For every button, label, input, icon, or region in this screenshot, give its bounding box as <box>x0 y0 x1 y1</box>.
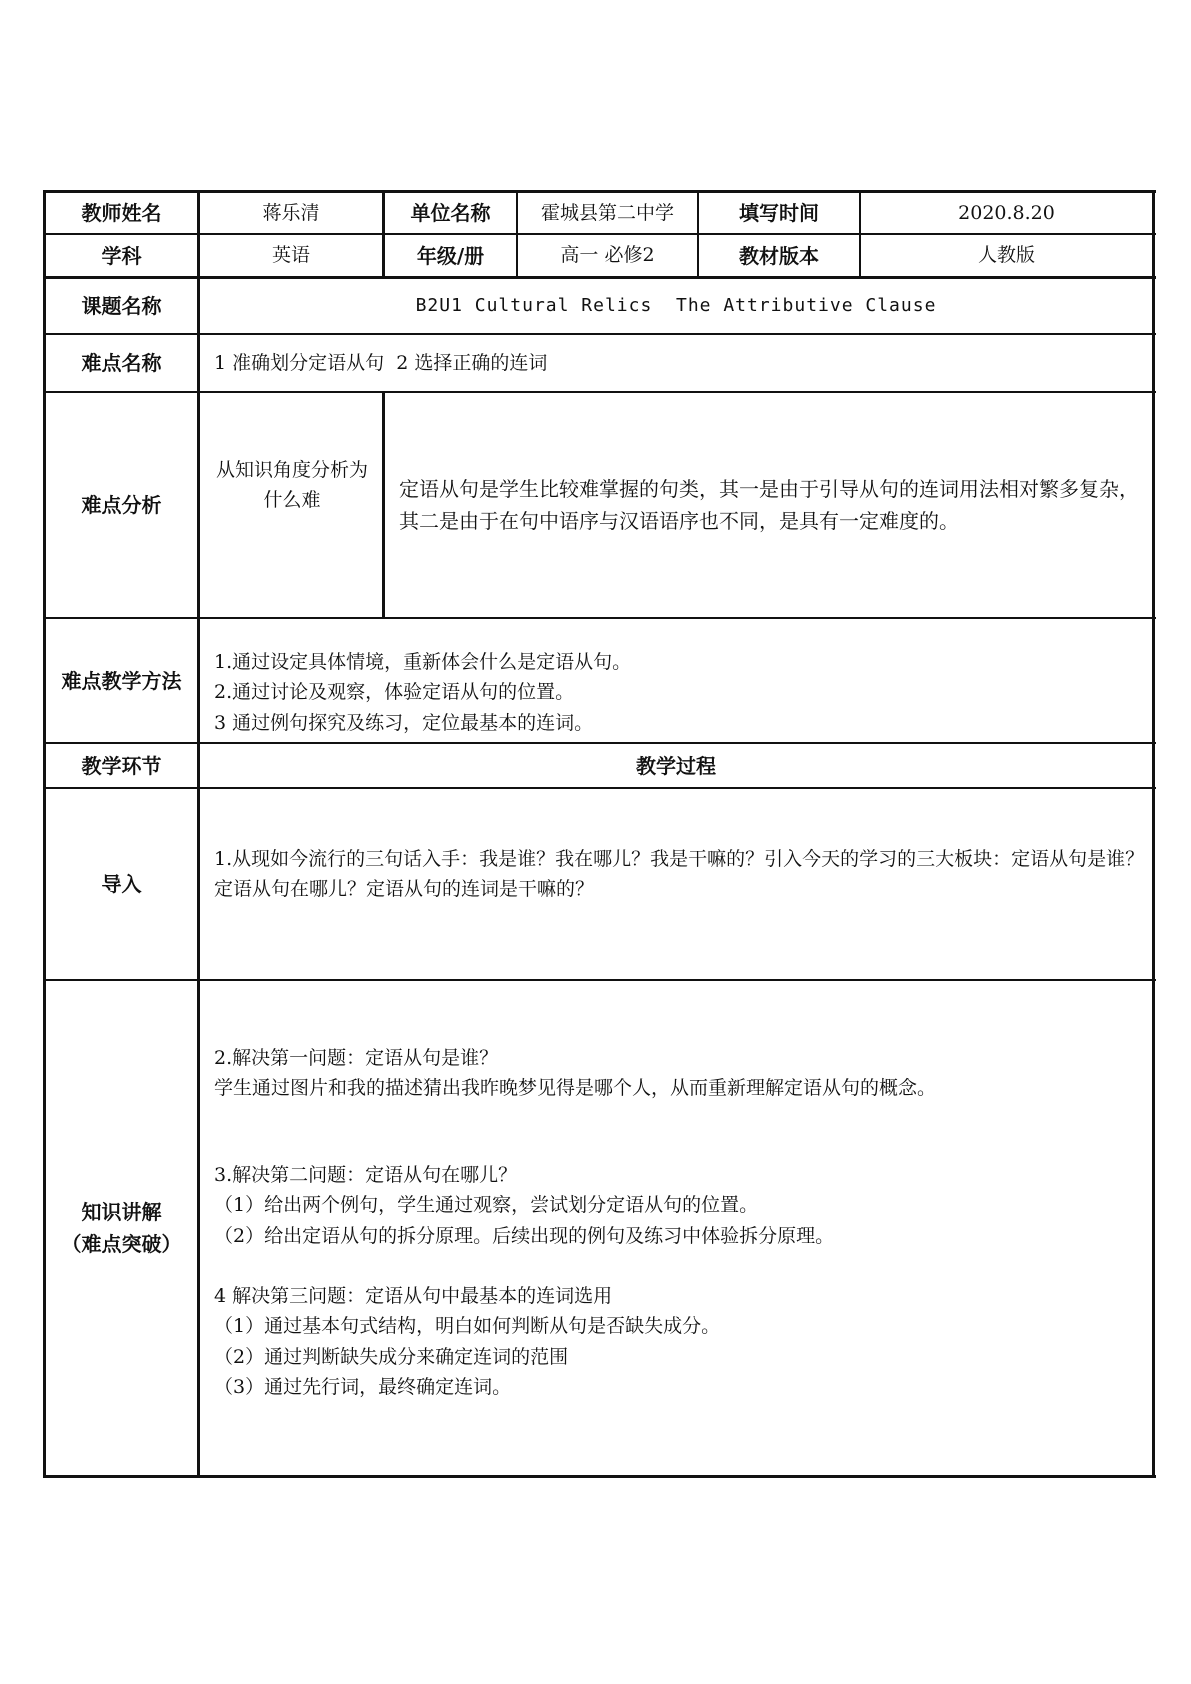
knowledge-content <box>200 981 1152 1475</box>
knowledge-label <box>46 981 197 1475</box>
spacer <box>214 1104 936 1160</box>
intro-label: 导入 <box>101 872 142 896</box>
unit-name-value: 霍城县第二中学 <box>540 201 674 224</box>
textbook-label: 教材版本 <box>739 243 819 268</box>
analysis-text: 定语从句是学生比较难掌握的句类，其一是由于引导从句的连词用法相对繁多复杂，其二是由于在句中语序与汉语语序也不同，是具有一定难度的。 <box>399 477 1139 533</box>
knowledge-q4-item: （1）通过基本句式结构，明白如何判断从句是否缺失成分。 <box>214 1315 721 1338</box>
knowledge-q2-title: 2.解决第一问题：定语从句是谁？ <box>214 1047 499 1069</box>
textbook-value: 人教版 <box>977 244 1035 267</box>
grade-value: 高一 必修2 <box>560 244 655 267</box>
teaching-process-header: 教学过程 <box>636 753 716 778</box>
table-border-right <box>1152 190 1155 1478</box>
fill-date-label: 填写时间 <box>739 201 819 225</box>
analysis-label: 难点分析 <box>81 493 162 517</box>
subject-label: 学科 <box>101 243 142 268</box>
knowledge-q3-item: （2）给出定语从句的拆分原理。后续出现的例句及练习中体验拆分原理。 <box>214 1224 835 1247</box>
difficulty-label: 难点名称 <box>81 351 162 375</box>
method-item: 3 通过例句探究及练习，定位最基本的连词。 <box>214 711 594 734</box>
grade-label: 年级/册 <box>416 243 485 268</box>
analysis-sub-label: 从知识角度分析为什么难 <box>215 458 368 511</box>
difficulty-value: 1 准确划分定语从句 2 选择正确的连词 <box>214 351 548 374</box>
intro-text: 1.从现如今流行的三句话入手：我是谁？我在哪儿？我是干嘛的？引入今天的学习的三大板块：定语从句是谁？定语从句在哪儿？定语从句的连词是干嘛的？ <box>214 847 1145 900</box>
knowledge-q2-text: 学生通过图片和我的描述猜出我昨晚梦见得是哪个人，从而重新理解定语从句的概念。 <box>214 1077 937 1100</box>
teacher-name-label: 教师姓名 <box>81 201 162 225</box>
method-item: 2.通过讨论及观察，体验定语从句的位置。 <box>214 681 575 704</box>
knowledge-q3-title: 3.解决第二问题：定语从句在哪儿？ <box>214 1163 518 1186</box>
teacher-name-value: 蒋乐清 <box>262 201 320 224</box>
unit-name-label: 单位名称 <box>410 201 491 225</box>
topic-value: B2U1 Cultural Relics The Attributive Clause <box>415 294 937 316</box>
method-list <box>200 619 1152 742</box>
method-label: 难点教学方法 <box>61 668 182 693</box>
knowledge-q4-item: （2）通过判断缺失成分来确定连词的范围 <box>214 1345 569 1368</box>
knowledge-label-line1: 知识讲解 <box>81 1200 162 1224</box>
fill-date-value: 2020.8.20 <box>958 201 1055 224</box>
knowledge-q4-item: （3）通过先行词，最终确定连词。 <box>214 1376 512 1399</box>
teaching-stage-header: 教学环节 <box>81 753 162 778</box>
knowledge-q4-title: 4 解决第三问题：定语从句中最基本的连词选用 <box>214 1284 613 1307</box>
table-border-bottom <box>43 1475 1156 1478</box>
spacer <box>214 1251 936 1281</box>
knowledge-q3-item: （1）给出两个例句，学生通过观察，尝试划分定语从句的位置。 <box>214 1194 759 1217</box>
subject-value: 英语 <box>271 244 310 267</box>
method-item: 1.通过设定具体情境，重新体会什么是定语从句。 <box>214 651 632 673</box>
topic-label: 课题名称 <box>81 294 162 318</box>
knowledge-label-line2: （难点突破） <box>61 1232 182 1256</box>
